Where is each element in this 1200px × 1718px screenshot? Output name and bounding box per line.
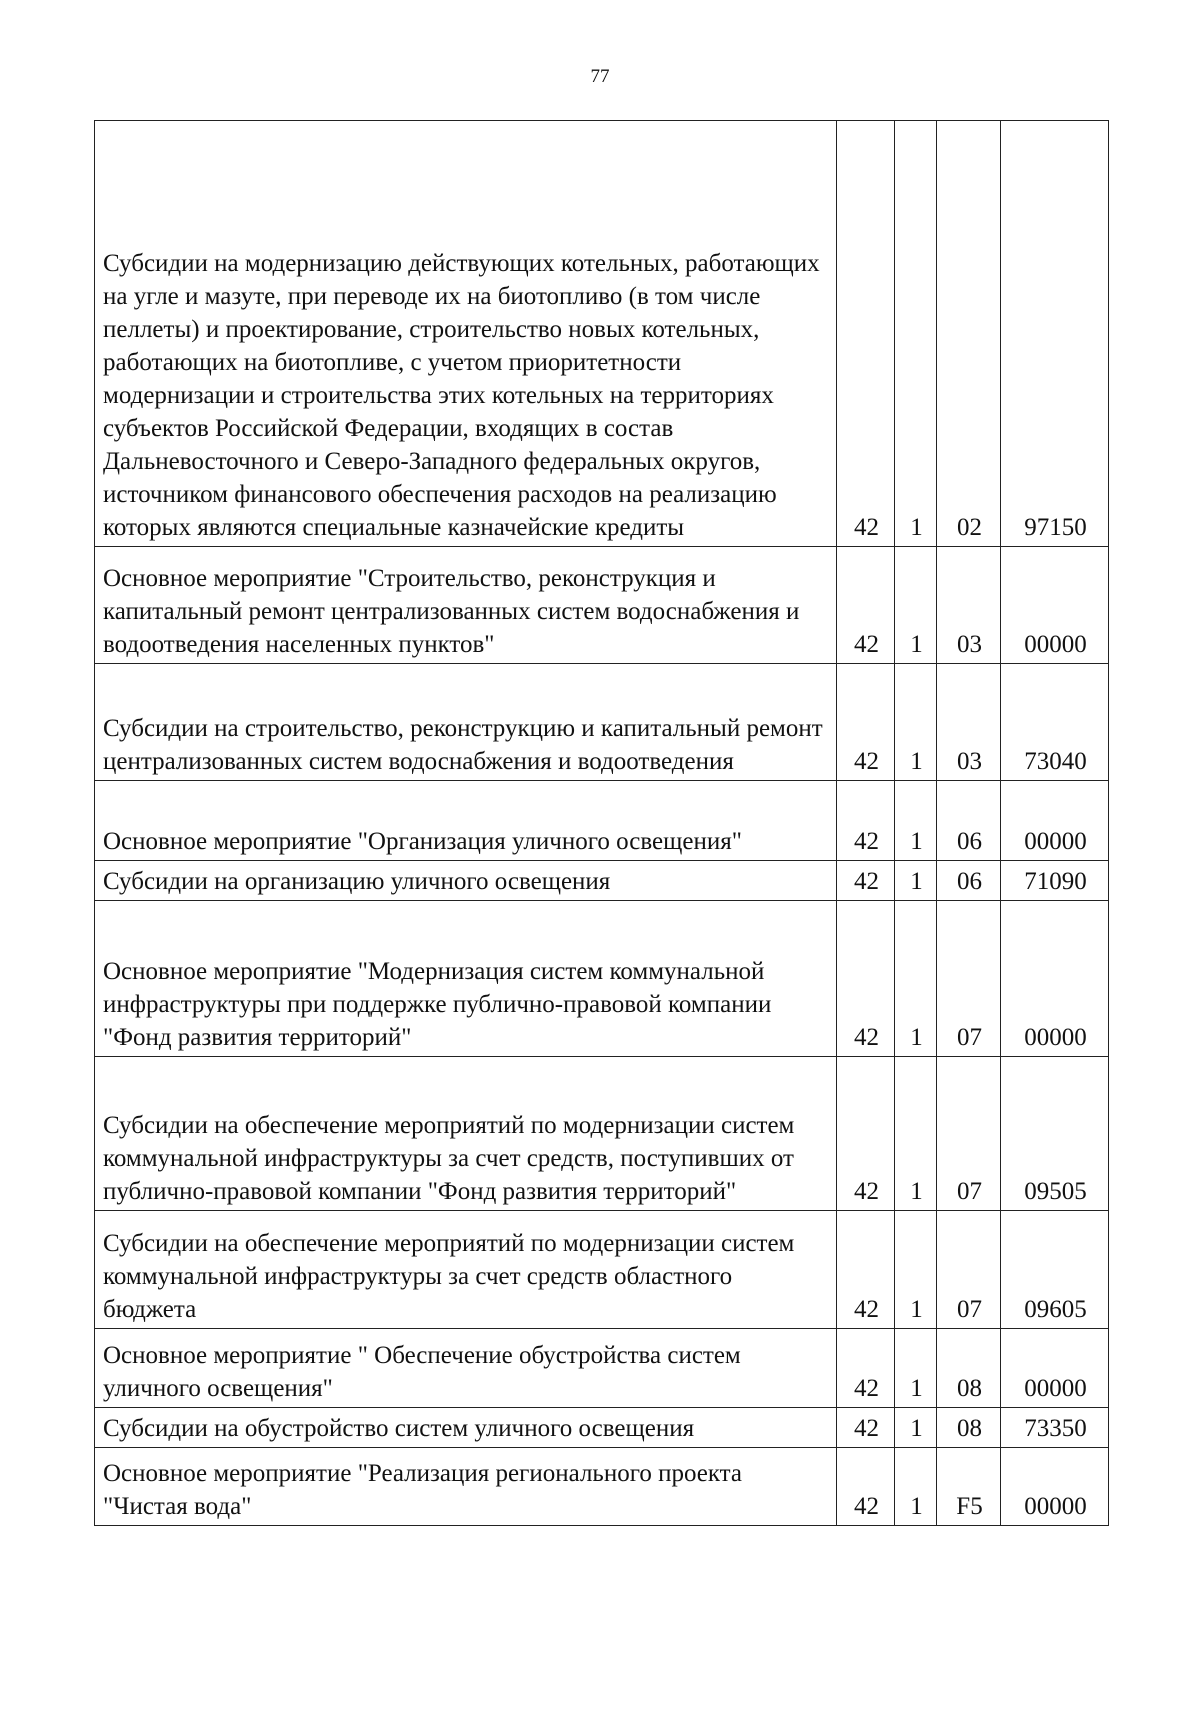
code-subprogram: 1: [895, 1057, 937, 1211]
code-event: 06: [937, 781, 1001, 861]
table-row: [95, 781, 1109, 861]
code-program: 42: [837, 121, 895, 547]
table-row: [95, 1057, 1109, 1211]
table-row: [95, 547, 1109, 664]
code-program: 42: [837, 664, 895, 781]
code-event: 07: [937, 1211, 1001, 1329]
code-program: 42: [837, 1408, 895, 1448]
row-name: Основное мероприятие "Строительство, реконструкция и капитальный ремонт централизованных систем водоснабжения и водоотведения населенных пунктов": [95, 547, 837, 664]
table-row: [95, 1408, 1109, 1448]
code-direction: 71090: [1001, 861, 1109, 901]
code-subprogram: 1: [895, 781, 937, 861]
row-name: Субсидии на обеспечение мероприятий по модернизации систем коммунальной инфраструктуры за счет средств областного бюджета: [95, 1211, 837, 1329]
row-name: Основное мероприятие "Организация уличного освещения": [95, 781, 837, 861]
code-direction: 09505: [1001, 1057, 1109, 1211]
code-program: 42: [837, 861, 895, 901]
code-event: 07: [937, 1057, 1001, 1211]
code-direction: 00000: [1001, 1448, 1109, 1526]
code-event: 08: [937, 1329, 1001, 1408]
code-event: 02: [937, 121, 1001, 547]
code-direction: 97150: [1001, 121, 1109, 547]
code-event: 08: [937, 1408, 1001, 1448]
row-name: Субсидии на организацию уличного освещения: [95, 861, 837, 901]
row-name: Субсидии на модернизацию действующих котельных, работающих на угле и мазуте, при переводе их на биотопливо (в том числе пеллеты) и проектирование, строительство новых котельных, работающих на биотопливе, с учетом приоритетности модернизации и строительства этих котельных на территориях субъектов Российской Федерации, входящих в состав Дальневосточного и Северо-Западного федеральных округов, источником финансового обеспечения расходов на реализацию которых являются специальные казначейские кредиты: [95, 121, 837, 547]
code-program: 42: [837, 1448, 895, 1526]
code-subprogram: 1: [895, 1211, 937, 1329]
table-row: [95, 121, 1109, 547]
row-name: Основное мероприятие "Модернизация систем коммунальной инфраструктуры при поддержке публично-правовой компании "Фонд развития территорий": [95, 901, 837, 1057]
row-name: Субсидии на обеспечение мероприятий по модернизации систем коммунальной инфраструктуры за счет средств, поступивших от публично-правовой компании "Фонд развития территорий": [95, 1057, 837, 1211]
page-number: 77: [590, 66, 610, 87]
budget-classification-table: [94, 120, 1109, 1526]
code-direction: 00000: [1001, 1329, 1109, 1408]
table-row: [95, 1448, 1109, 1526]
code-direction: 73040: [1001, 664, 1109, 781]
table-row: [95, 901, 1109, 1057]
table-row: [95, 1211, 1109, 1329]
code-subprogram: 1: [895, 1329, 937, 1408]
row-name: Субсидии на строительство, реконструкцию и капитальный ремонт централизованных систем водоснабжения и водоотведения: [95, 664, 837, 781]
code-event: 03: [937, 547, 1001, 664]
code-subprogram: 1: [895, 121, 937, 547]
code-direction: 00000: [1001, 781, 1109, 861]
code-program: 42: [837, 1057, 895, 1211]
code-event: 03: [937, 664, 1001, 781]
table-row: [95, 861, 1109, 901]
code-event: F5: [937, 1448, 1001, 1526]
code-subprogram: 1: [895, 901, 937, 1057]
code-event: 07: [937, 901, 1001, 1057]
code-program: 42: [837, 1329, 895, 1408]
table-row: [95, 664, 1109, 781]
code-direction: 09605: [1001, 1211, 1109, 1329]
code-event: 06: [937, 861, 1001, 901]
code-subprogram: 1: [895, 664, 937, 781]
code-subprogram: 1: [895, 1448, 937, 1526]
code-direction: 00000: [1001, 547, 1109, 664]
row-name: Основное мероприятие " Обеспечение обустройства систем уличного освещения": [95, 1329, 837, 1408]
code-program: 42: [837, 1211, 895, 1329]
code-direction: 00000: [1001, 901, 1109, 1057]
code-subprogram: 1: [895, 1408, 937, 1448]
code-program: 42: [837, 547, 895, 664]
code-direction: 73350: [1001, 1408, 1109, 1448]
code-subprogram: 1: [895, 861, 937, 901]
code-program: 42: [837, 901, 895, 1057]
row-name: Субсидии на обустройство систем уличного освещения: [95, 1408, 837, 1448]
row-name: Основное мероприятие "Реализация регионального проекта "Чистая вода": [95, 1448, 837, 1526]
code-program: 42: [837, 781, 895, 861]
code-subprogram: 1: [895, 547, 937, 664]
table-row: [95, 1329, 1109, 1408]
